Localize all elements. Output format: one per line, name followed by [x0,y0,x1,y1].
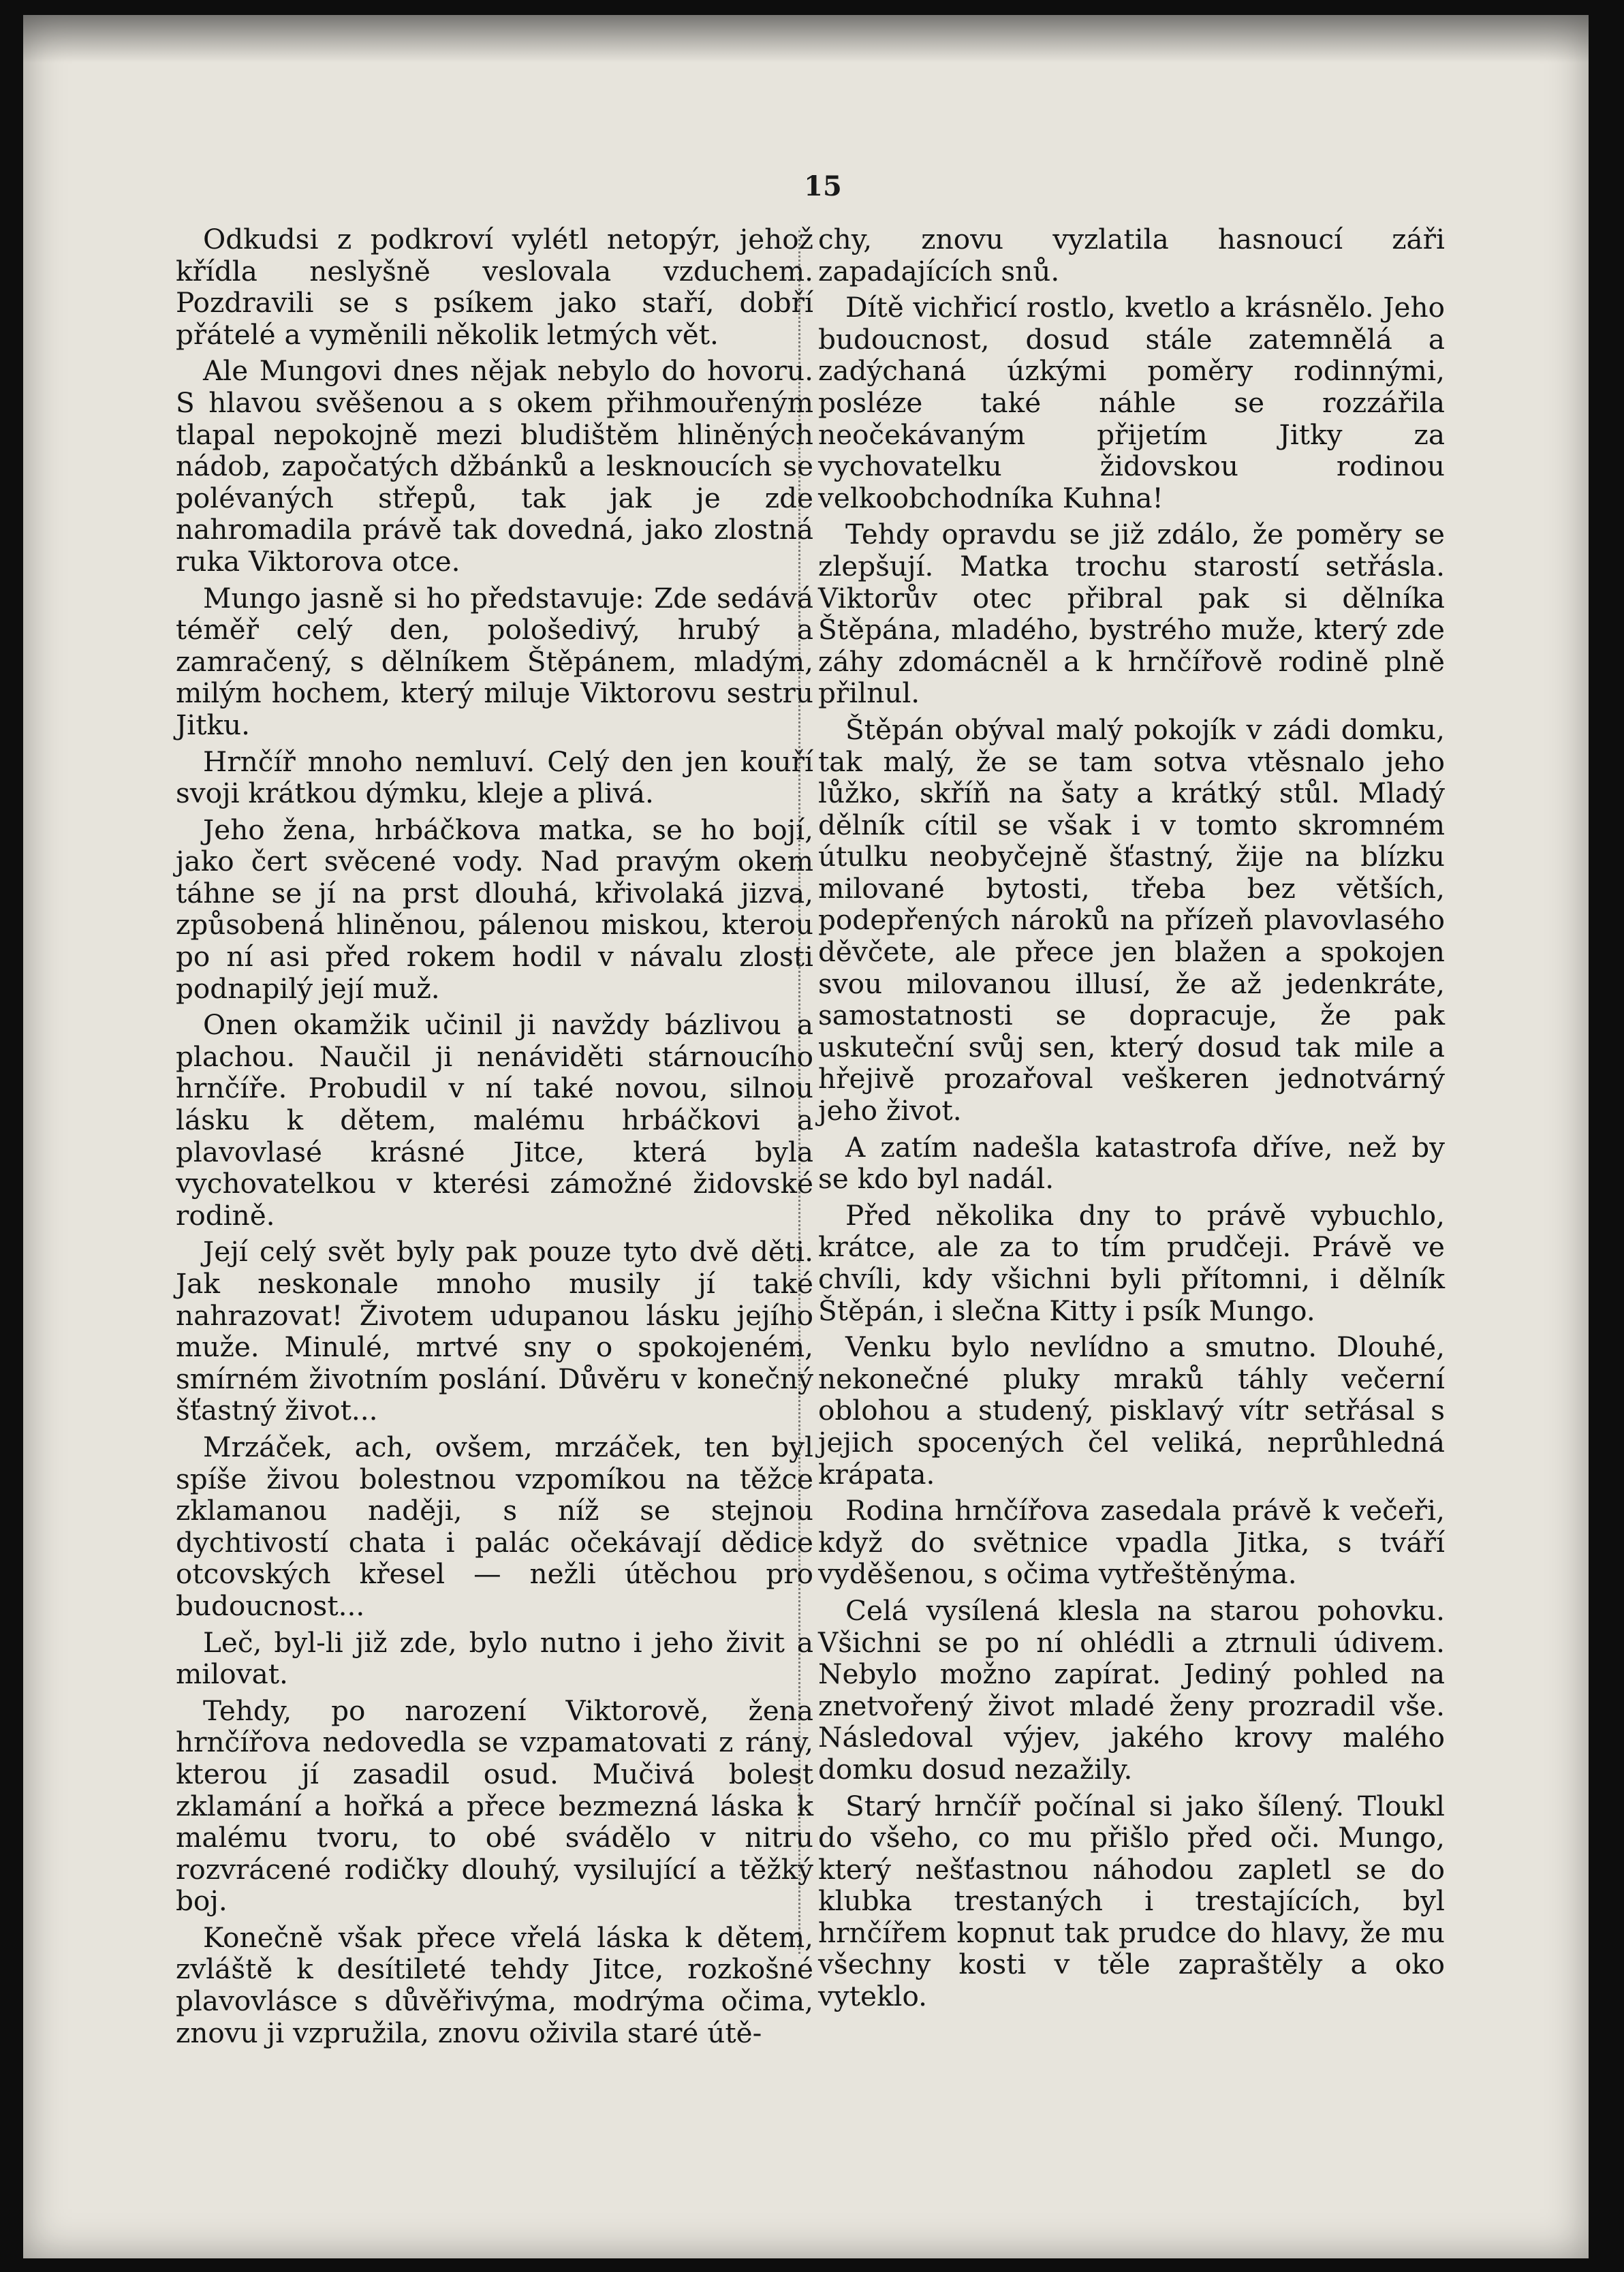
right-column [818,223,1445,2017]
paragraph: Odkudsi z podkroví vylétl netopýr, jehož křídla neslyšně veslovala vzduchem. Pozdravili se s psíkem jako staří, dobří přátelé a vyměnili několik letmých vět. [176,223,813,351]
paragraph: Tehdy opravdu se již zdálo, že poměry se zlepšují. Matka trochu starostí setřásla. Viktorův otec přibral pak si dělníka Štěpána, mladého, bystrého muže, který zde záhy zdomácněl a k hrnčířově rodině plně přilnul. [818,518,1445,710]
paragraph: Rodina hrnčířova zasedala právě k večeři, když do světnice vpadla Jitka, s tváří vyděšenou, s očima vytřeštěnýma. [818,1494,1445,1591]
paragraph: Tehdy, po narození Viktorově, žena hrnčířova nedovedla se vzpamatovati z rány, kterou jí zasadil osud. Mučivá bolest zklamání a hořká a přece bezmezná láska k malému tvoru, to obé svádělo v nitru rozvrácené rodičky dlouhý, vysilující a těžký boj. [176,1694,813,1918]
left-column [176,223,813,2053]
paragraph: Ale Mungovi dnes nějak nebylo do hovoru. S hlavou svěšenou a s okem přihmouřeným tlapal nepokojně mezi bludištěm hliněných nádob, započatých džbánků a lesknoucích se polévaných střepů, tak jak je zde nahromadila právě tak dovedná, jako zlostná ruka Viktorova otce. [176,354,813,578]
paragraph: Starý hrnčíř počínal si jako šílený. Tloukl do všeho, co mu přišlo před oči. Mungo, který nešťastnou náhodou zapletl se do klubka trestaných i trestajících, byl hrnčířem kopnut tak prudce do hlavy, že mu všechny kosti v těle zapraštěly a oko vyteklo. [818,1789,1445,2013]
paragraph: Mrzáček, ach, ovšem, mrzáček, ten byl spíše živou bolestnou vzpomíkou na těžce zklamanou naději, s níž se stejnou dychtivostí chata i palác očekávají dědice otcovských křesel — nežli útěchou pro budoucnost... [176,1430,813,1622]
paragraph-continuation: chy, znovu vyzlatila hasnoucí záři zapadajících snů. [818,223,1445,287]
paragraph: Hrnčíř mnoho nemluví. Celý den jen kouří svoji krátkou dýmku, kleje a plivá. [176,745,813,810]
paragraph: A zatím nadešla katastrofa dříve, než by se kdo byl nadál. [818,1130,1445,1196]
paragraph: Venku bylo nevlídno a smutno. Dlouhé, nekonečné pluky mraků táhly večerní oblohou a studený, pisklavý vítr setřásal s jejich spocených čel veliká, neprůhledná krápata. [818,1330,1445,1491]
paragraph: Celá vysílená klesla na starou pohovku. Všichni se po ní ohlédli a ztrnuli údivem. Nebylo možno zapírat. Jediný pohled na znetvořený život mladé ženy prozradil vše. Následoval výjev, jakého krovy malého domku dosud nezažily. [818,1593,1445,1786]
paragraph: Jeho žena, hrbáčkova matka, se ho bojí, jako čert svěcené vody. Nad pravým okem táhne se jí na prst dlouhá, křivolaká jizva, způsobená hliněnou, pálenou miskou, kterou po ní asi před rokem hodil v návalu zlosti podnapilý její muž. [176,813,813,1005]
paragraph: Před několika dny to právě vybuchlo, krátce, ale za to tím prudčeji. Právě ve chvíli, kdy všichni byli přítomni, i dělník Štěpán, i slečna Kitty i psík Mungo. [818,1198,1445,1327]
paragraph: Onen okamžik učinil ji navždy bázlivou a plachou. Naučil ji nenáviděti stárnoucího hrnčíře. Probudil v ní také novou, silnou lásku k dětem, malému hrbáčkovi a plavovlasé krásné Jitce, která byla vychovatelkou v kterési zámožné židovské rodině. [176,1008,813,1232]
paragraph: Dítě vichřicí rostlo, kvetlo a krásnělo. Jeho budoucnost, dosud stále zatemnělá a zadýchaná úzkými poměry rodinnými, posléze také náhle se rozzářila neočekávaným přijetím Jitky za vychovatelku židovskou rodinou velkoobchodníka Kuhna! [818,291,1445,514]
paragraph: Leč, byl-li již zde, bylo nutno i jeho živit a milovat. [176,1625,813,1691]
page-number: 15 [804,170,842,202]
paragraph: Její celý svět byly pak pouze tyto dvě děti. Jak neskonale mnoho musily jí také nahrazovat! Životem udupanou lásku jejího muže. Minulé, mrtvé sny o spokojeném, smírném životním poslání. Důvěru v konečný šťastný život... [176,1235,813,1427]
paragraph: Štěpán obýval malý pokojík v zádi domku, tak malý, že se tam sotva vtěsnalo jeho lůžko, skříň na šaty a krátký stůl. Mladý dělník cítil se však i v tomto skromném útulku neobyčejně šťastný, žije na blízku milované bytosti, třeba bez větších, podepřených nároků na přízeň plavovlasého děvčete, ale přece jen blažen a spokojen svou milovanou illusí, že až jedenkráte, samostatnosti se dopracuje, že pak uskuteční svůj sen, který dosud tak mile a hřejivě prozařoval veškeren jednotvárný jeho život. [818,713,1445,1127]
book-page [23,15,1589,2258]
paragraph: Konečně však přece vřelá láska k dětem, zvláště k desítileté tehdy Jitce, rozkošné plavovlásce s důvěřivýma, modrýma očima, znovu ji vzpružila, znovu oživila staré útě- [176,1920,813,2049]
paragraph: Mungo jasně si ho představuje: Zde sedává téměř celý den, pološedivý, hrubý a zamračený, s dělníkem Štěpánem, mladým, milým hochem, který miluje Viktorovu sestru Jitku. [176,581,813,741]
